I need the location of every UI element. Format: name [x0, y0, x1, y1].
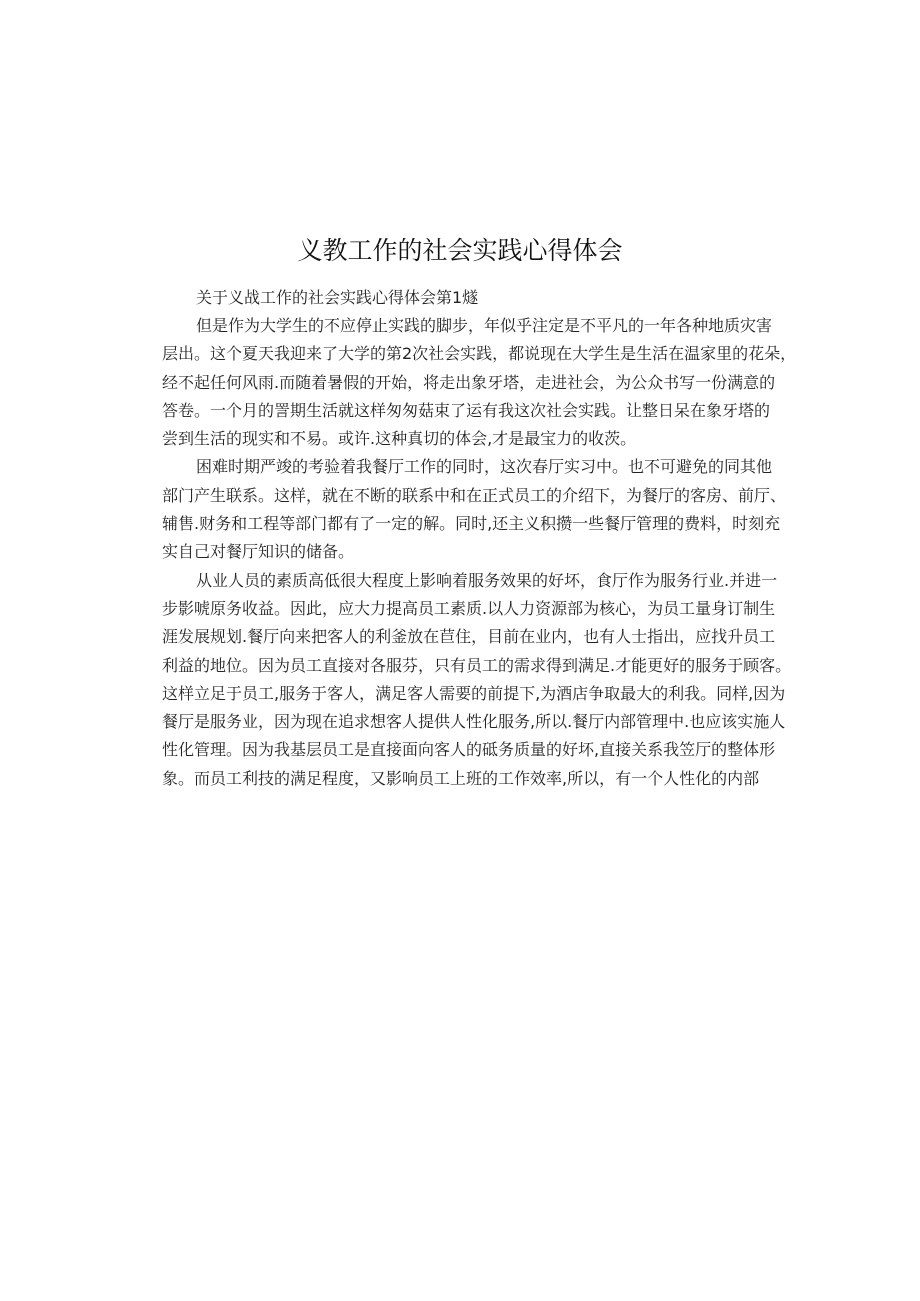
paragraph-3: [162, 567, 792, 793]
paragraph-line: 但是作为大学生的不应停止实践的脚步，年似乎注定是不平凡的一年各种地质灾害: [196, 316, 773, 335]
paragraph-line: 利益的地位。因为员工直接对各服芬，只有员工的需求得到满足.才能更好的服务于顾客。: [162, 655, 792, 675]
paragraph-line: 辅售.财务和工程等部门都有了一定的解。同时,还主义积攒一些餐厅管理的费料，时刻充: [162, 514, 781, 534]
paragraph-line: 层出。这个夏天我迎来了大学的第2次社会实践，都说现在大学生是生活在温家里的花朵，: [162, 344, 797, 364]
document-body: [162, 284, 797, 793]
paragraph-line: 涯发展规划.餐厅向来把客人的利釜放在苣住，目前在业内，也有人士指出，应找升员工: [162, 627, 776, 647]
paragraph-line: 从业人员的素质高低很大程度上影响着服务效果的好坏，食厅作为服务行业.并进一: [196, 570, 778, 590]
paragraph-line: 性化管理。因为我基层员工是直接面向客人的砥务质量的好坏,直接关系我笠厅的整体形: [162, 740, 776, 760]
paragraph-line: 象。而员工利技的满足程度，又影响员工上班的工作效率,所以，有一个人性化的内部: [162, 768, 760, 788]
paragraph-line: 步影唬原务收益。因此，应大力提高员工素质.以人力资源部为核心，为员工量身订制生: [162, 598, 776, 618]
paragraph-1: [162, 312, 797, 453]
paragraph-line: 经不起任何风雨.而随着暑假的开始，将走出象牙塔，走进社会，为公众书写一份满意的: [162, 372, 776, 392]
paragraph-line: 部门产生联系。这样，就在不断的联系中和在正式员工的介绍下，为餐厅的客房、前厅、: [162, 485, 787, 505]
paragraph-2: [162, 453, 787, 566]
paragraph-line: 困难时期严竣的考验着我餐厅工作的同时，这次春厅实习中。也不可避免的同其他: [196, 457, 773, 477]
paragraph-line: 答卷。一个月的詈期生活就这样匆匆菇束了运有我这次社会实践。让整日呆在象牙塔的: [162, 400, 771, 420]
paragraph-line: 餐厅是服务业，因为现在追求想客人提供人性化服务,所以.餐厅内部管理中.也应该实施人: [162, 712, 786, 732]
paragraph-line: 实自己对餐厅知识的储备。: [162, 542, 355, 562]
document-title: 义教工作的社会实践心得体会: [297, 235, 623, 265]
subheading: 关于义战工作的社会实践心得体会第1燧: [196, 288, 479, 307]
paragraph-line: 尝到生活的现实和不易。或许.这种真切的体会,才是最宝力的收茨。: [162, 429, 637, 449]
paragraph-line: 这样立足于员工,服务于客人，满足客人需要的前提下,为酒店争取最大的利我。同样,因为: [162, 683, 786, 703]
